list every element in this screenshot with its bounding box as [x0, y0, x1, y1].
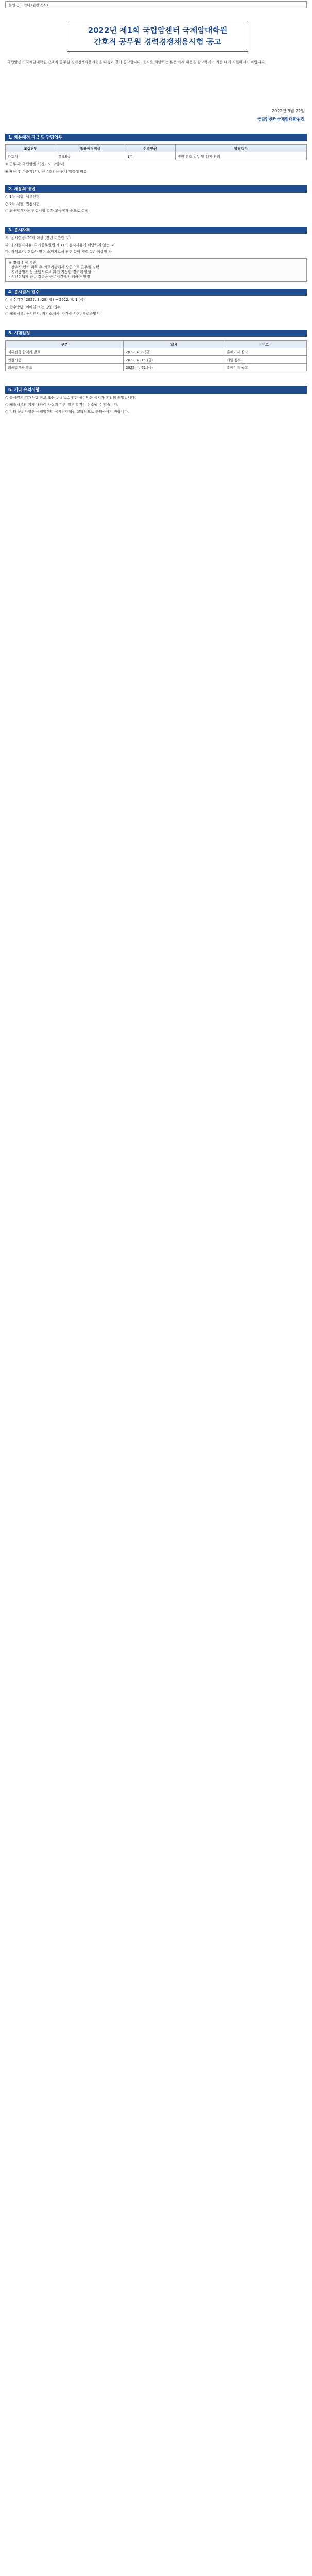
- table-cell: 병원 간호 업무 및 환자 관리: [175, 152, 306, 160]
- table-cell: 홈페이지 공고: [224, 348, 307, 356]
- section-paragraph: ○ 기타 문의사항은 국립암센터 국제암대학원 교학팀으로 문의하시기 바랍니다.: [5, 410, 129, 414]
- section-heading: 1. 채용예정 직급 및 담당업무: [5, 134, 307, 141]
- box-line: - 경력증명서 등 증빙서류로 확인 가능한 경력에 한함: [9, 269, 92, 274]
- box-line: ※ 경력 인정 기준: [9, 260, 37, 265]
- section-paragraph: ○ 2차 시험: 면접시험: [5, 201, 40, 206]
- positions-table: [5, 144, 307, 160]
- table-cell: 2022. 4. 15.(금): [124, 356, 224, 364]
- section-heading: 4. 응시원서 접수: [5, 289, 307, 296]
- section-1: [5, 134, 307, 174]
- section-paragraph: ○ 접수기간: 2022. 3. 28.(월) ~ 2022. 4. 1.(금): [5, 298, 85, 302]
- table-header: 담당업무: [175, 145, 306, 152]
- section-2: [5, 185, 307, 214]
- section-paragraph: 가. 응시연령: 20세 이상 (정년 미만인 자): [5, 236, 71, 240]
- table-cell: 면접시험: [6, 356, 124, 364]
- section-paragraph: 나. 응시결격사유: 국가공무원법 제33조 결격사유에 해당하지 않는 자: [5, 243, 114, 247]
- table-cell: 최종합격자 발표: [6, 364, 124, 371]
- section-heading: 5. 시험일정: [5, 330, 307, 337]
- title-line-1: 2022년 제1회 국립암센터 국제암대학원: [88, 26, 228, 35]
- issuing-organization: 국립암센터국제암대학원장: [257, 117, 305, 122]
- table-cell: 개별 통보: [224, 356, 307, 364]
- header-note: 붙임 공고 안내 (관련 서식): [5, 1, 307, 8]
- section-4: [5, 289, 307, 317]
- section-heading: 3. 응시자격: [5, 227, 307, 234]
- table-header: 선발인원: [125, 145, 176, 152]
- table-row: [6, 348, 307, 356]
- section-paragraph: ※ 채용 후 수습기간 및 근무조건은 관계 법령에 따름: [5, 169, 87, 174]
- table-cell: 1명: [125, 152, 176, 160]
- table-cell: 간호직: [6, 152, 56, 160]
- section-paragraph: ○ 최종합격자는 면접시험 결과 고득점자 순으로 결정: [5, 209, 89, 213]
- table-cell: 서류전형 합격자 발표: [6, 348, 124, 356]
- section-paragraph: ○ 접수방법: 이메일 또는 방문 접수: [5, 304, 61, 309]
- box-line: - 시간선택제 근무 경력은 근무시간에 비례하여 인정: [9, 274, 90, 279]
- section-paragraph: ○ 제출서류: 응시원서, 자기소개서, 자격증 사본, 경력증명서: [5, 312, 100, 316]
- table-cell: 홈페이지 공고: [224, 364, 307, 371]
- table-header: 비고: [224, 341, 307, 348]
- title-line-2: 간호직 공무원 경력경쟁채용시험 공고: [94, 37, 221, 46]
- box-line: - 간호사 면허 취득 후 의료기관에서 상근으로 근무한 경력: [9, 265, 99, 269]
- section-paragraph: ○ 제출서류의 기재 내용이 사실과 다른 경우 합격이 취소될 수 있습니다.: [5, 402, 118, 407]
- table-header: 구분: [6, 341, 124, 348]
- eligibility-box: [5, 258, 307, 282]
- section-3: [5, 227, 307, 282]
- table-cell: 2022. 4. 22.(금): [124, 364, 224, 371]
- title-box: [67, 21, 248, 52]
- section-heading: 6. 기타 유의사항: [5, 386, 307, 394]
- table-row: [6, 152, 307, 160]
- table-header: 일시: [124, 341, 224, 348]
- section-paragraph: ○ 1차 시험: 서류전형: [5, 195, 40, 199]
- table-row: [6, 364, 307, 371]
- notice-date: 2022년 3월 22일: [272, 109, 305, 113]
- table-header: 모집단위: [6, 145, 56, 152]
- table-header: 임용예정직급: [56, 145, 125, 152]
- table-cell: 2022. 4. 8.(금): [124, 348, 224, 356]
- schedule-table: [5, 340, 307, 371]
- section-5: [5, 330, 307, 371]
- section-paragraph: ※ 근무지: 국립암센터(경기도 고양시): [5, 162, 65, 166]
- section-6: [5, 386, 307, 415]
- table-row: [6, 356, 307, 364]
- table-cell: 간호8급: [56, 152, 125, 160]
- section-paragraph: ○ 응시원서 기재사항 착오 또는 누락으로 인한 불이익은 응시자 본인의 책임입니다.: [5, 396, 136, 400]
- section-heading: 2. 채용의 방법: [5, 185, 307, 193]
- intro-text: 국립암센터 국제암대학원 간호직 공무원 경력경쟁채용시험을 다음과 같이 공고합니다. 응시를 희망하는 분은 아래 내용을 참고하시어 기한 내에 지원하시기 바랍니다.: [7, 60, 266, 64]
- section-paragraph: 다. 자격요건: 간호사 면허 소지자로서 관련 분야 경력 1년 이상인 자: [5, 250, 112, 254]
